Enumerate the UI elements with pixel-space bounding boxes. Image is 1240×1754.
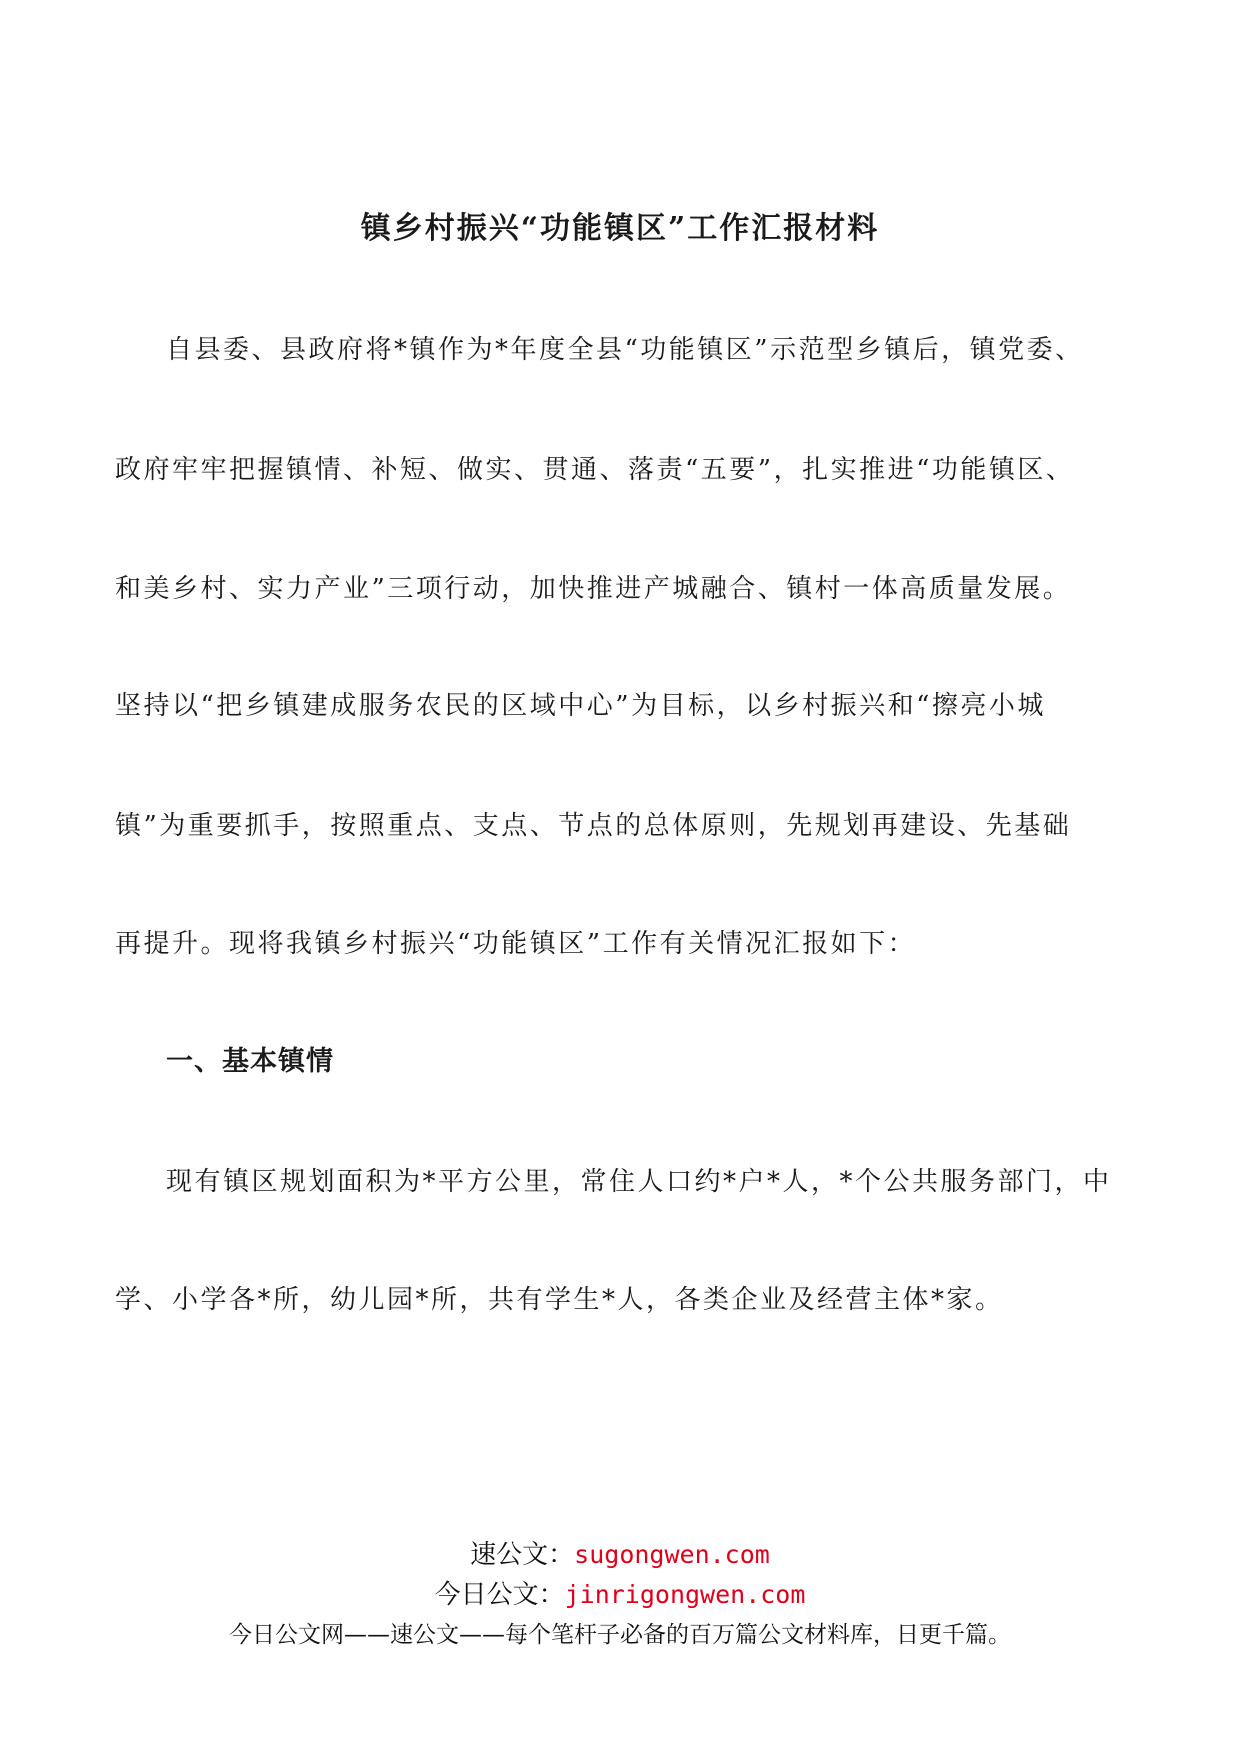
document-title: 镇乡村振兴“功能镇区”工作汇报材料 bbox=[360, 211, 880, 246]
intro-line-1: 自县委、县政府将*镇作为*年度全县“功能镇区”示范型乡镇后，镇党委、 bbox=[166, 335, 1084, 365]
footer-site1-link[interactable]: sugongwen.com bbox=[574, 1540, 770, 1569]
footer-site2-label: 今日公文： bbox=[434, 1580, 565, 1610]
section1-line-2: 学、小学各*所，幼儿园*所，共有学生*人，各类企业及经营主体*家。 bbox=[115, 1285, 1004, 1315]
intro-line-4: 坚持以“把乡镇建成服务农民的区域中心”为目标，以乡村振兴和“擦亮小城 bbox=[115, 691, 1046, 721]
footer-site2-link[interactable]: jinrigongwen.com bbox=[564, 1580, 806, 1609]
section1-line-1: 现有镇区规划面积为*平方公里，常住人口约*户*人，*个公共服务部门，中 bbox=[166, 1167, 1112, 1197]
section-heading-basic: 一、基本镇情 bbox=[166, 1046, 334, 1077]
footer-site1-label: 速公文： bbox=[470, 1540, 575, 1570]
footer-tagline: 今日公文网——速公文——每个笔杆子必备的百万篇公文材料库，日更千篇。 bbox=[229, 1622, 1011, 1648]
intro-line-2: 政府牢牢把握镇情、补短、做实、贯通、落责“五要”，扎实推进“功能镇区、 bbox=[115, 455, 1075, 485]
footer-site-sugongwen bbox=[0, 1534, 1240, 1571]
footer-site-jinrigongwen bbox=[0, 1574, 1240, 1611]
intro-line-5: 镇”为重要抓手，按照重点、支点、节点的总体原则，先规划再建设、先基础 bbox=[115, 811, 1072, 841]
intro-line-6: 再提升。现将我镇乡村振兴“功能镇区”工作有关情况汇报如下： bbox=[115, 929, 917, 959]
intro-line-3: 和美乡村、实力产业”三项行动，加快推进产城融合、镇村一体高质量发展。 bbox=[115, 574, 1072, 604]
